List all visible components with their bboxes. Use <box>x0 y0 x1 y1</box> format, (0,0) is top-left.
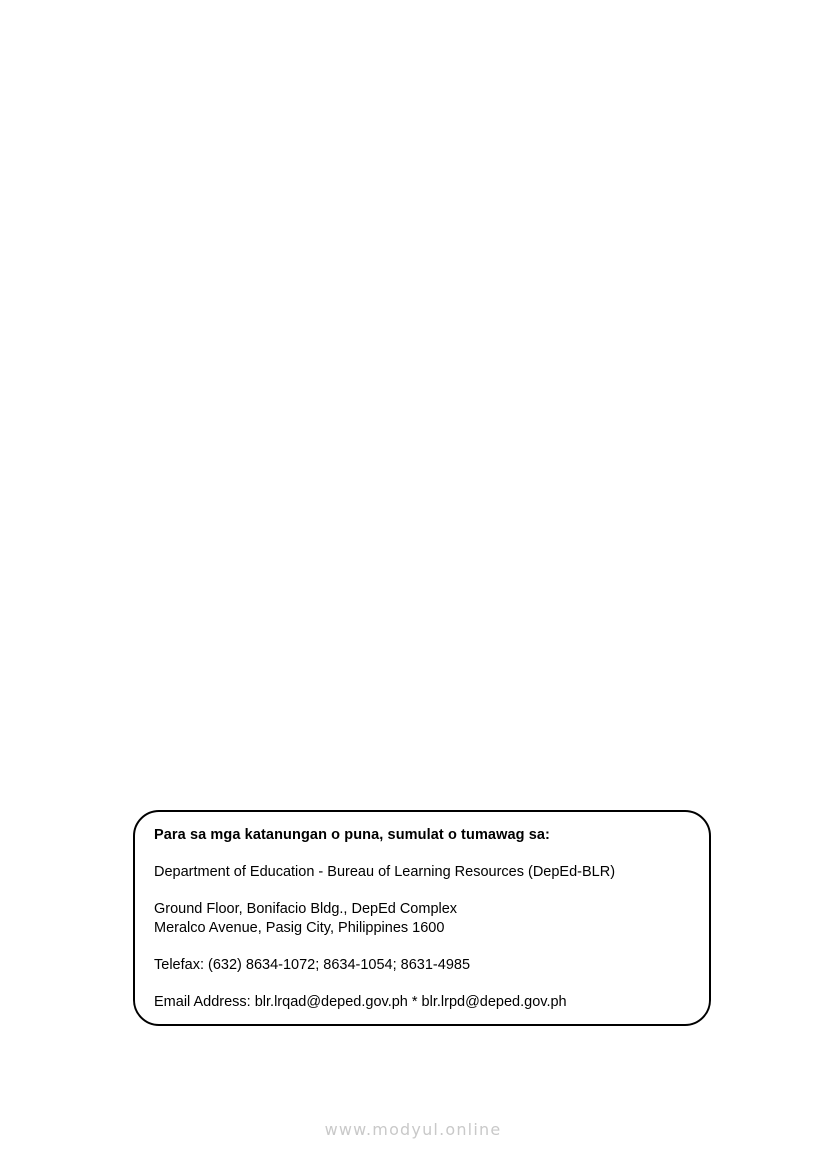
contact-info-box <box>133 810 711 1026</box>
contact-info-content <box>154 825 693 1012</box>
contact-info-title: Para sa mga katanungan o puna, sumulat o tumawag sa: <box>154 827 550 843</box>
site-watermark: www.modyul.online <box>324 1120 502 1139</box>
spacer <box>154 975 693 993</box>
spacer <box>154 845 693 863</box>
spacer <box>154 938 693 956</box>
contact-line-department: Department of Education - Bureau of Learning Resources (DepEd-BLR) <box>154 864 616 880</box>
spacer <box>154 882 693 900</box>
contact-line-email: Email Address: blr.lrqad@deped.gov.ph * blr.lrpd@deped.gov.ph <box>154 994 567 1010</box>
contact-line-address-1: Ground Floor, Bonifacio Bldg., DepEd Complex <box>154 901 458 917</box>
contact-line-address-2: Meralco Avenue, Pasig City, Philippines 1600 <box>154 920 445 936</box>
contact-line-telefax: Telefax: (632) 8634-1072; 8634-1054; 8631-4985 <box>154 957 471 973</box>
